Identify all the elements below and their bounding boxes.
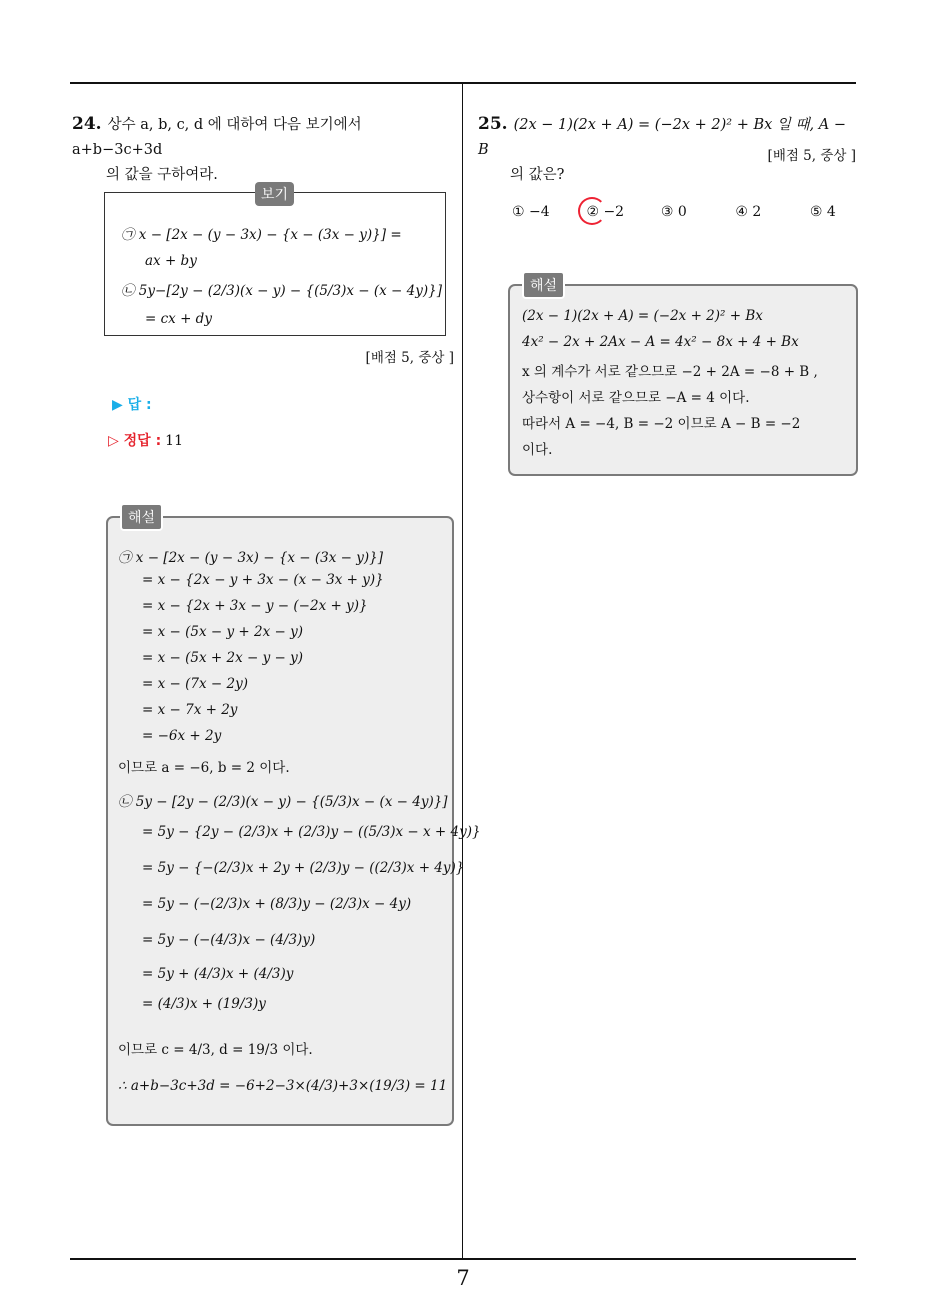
- explanation-line: ㉡ 5y − [2y − (2/3)(x − y) − {(5/3)x − (x − 4y)}]: [118, 794, 448, 810]
- explanation-line: x 의 계수가 서로 같으므로 −2 + 2A = −8 + B ,: [522, 364, 818, 380]
- explanation-line: = 5y − (−(2/3)x + (8/3)y − (2/3)x − 4y): [142, 896, 412, 912]
- explanation-line: ㉠ x − [2x − (y − 3x) − {x − (3x − y)}]: [118, 550, 384, 566]
- explanation-tag: 해설: [120, 503, 163, 531]
- explanation-conclusion: ∴ a+b−3c+3d = −6+2−3×(4/3)+3×(19/3) = 11: [118, 1078, 448, 1094]
- correct-answer-value: 11: [165, 433, 183, 449]
- explanation-line: = x − 7x + 2y: [142, 702, 238, 718]
- choice-3[interactable]: ③ 0: [660, 204, 687, 220]
- correct-answer-label: ▷ 정답 :: [108, 433, 162, 449]
- question-text-line1: 상수 a, b, c, d 에 대하여 다음 보기에서 a+b−3c+3d: [72, 117, 362, 158]
- choice-2[interactable]: ② −2: [586, 204, 625, 220]
- explanation-line: = x − {2x + 3x − y − (−2x + y)}: [142, 598, 368, 614]
- question-24: [72, 112, 481, 1094]
- question-text-line2: 의 값은?: [510, 167, 565, 183]
- explanation-line: 따라서 A = −4, B = −2 이므로 A − B = −2: [522, 416, 801, 432]
- explanation-line: 4x² − 2x + 2Ax − A = 4x² − 8x + 4 + Bx: [522, 334, 799, 350]
- example-tag: 보기: [255, 182, 294, 206]
- choice-1[interactable]: ① −4: [512, 204, 550, 220]
- score-label: [배점 5, 중상 ]: [365, 350, 454, 366]
- example-line-4: = cx + dy: [145, 311, 212, 327]
- explanation-line: (2x − 1)(2x + A) = (−2x + 2)² + Bx: [522, 308, 763, 324]
- explanation-box: [106, 510, 481, 1126]
- question-text-line2: 의 값을 구하여라.: [106, 167, 218, 183]
- explanation-line: = x − {2x − y + 3x − (x − 3x + y)}: [142, 572, 384, 588]
- score-label: [배점 5, 중상 ]: [767, 148, 856, 164]
- bottom-rule: [70, 1258, 856, 1260]
- explanation-line: 상수항이 서로 같으므로 −A = 4 이다.: [522, 390, 750, 406]
- explanation-line: = −6x + 2y: [142, 728, 222, 744]
- example-line-1: ㉠ x − [2x − (y − 3x) − {x − (3x − y)}] =: [121, 227, 402, 243]
- explanation-line: = x − (5x + 2x − y − y): [142, 650, 303, 666]
- explanation-line: 이므로 c = 4/3, d = 19/3 이다.: [118, 1042, 313, 1058]
- answer-label: ▶ 답 :: [112, 397, 152, 413]
- explanation-box: [508, 278, 858, 476]
- column-divider: [462, 84, 463, 1260]
- choice-5[interactable]: ⑤ 4: [809, 204, 836, 220]
- example-line-3: ㉡ 5y−[2y − (2/3)(x − y) − {(5/3)x − (x − 4y)}]: [121, 283, 442, 299]
- explanation-line: = 5y + (4/3)x + (4/3)y: [142, 966, 294, 982]
- explanation-line: = 5y − {−(2/3)x + 2y + (2/3)y − ((2/3)x + 4y)}: [142, 860, 465, 876]
- explanation-line: 이므로 a = −6, b = 2 이다.: [118, 760, 290, 776]
- question-25: [478, 112, 858, 458]
- question-text-line1: (2x − 1)(2x + A) = (−2x + 2)² + Bx 일 때, A − B: [478, 117, 846, 158]
- example-line-2: ax + by: [145, 253, 197, 269]
- top-rule: [70, 82, 856, 84]
- explanation-line: = x − (5x − y + 2x − y): [142, 624, 303, 640]
- explanation-line: 이다.: [522, 442, 553, 458]
- choices-row: [512, 204, 860, 220]
- question-number: 24.: [72, 114, 102, 134]
- answer-circle-mark: [578, 197, 606, 225]
- choice-4[interactable]: ④ 2: [735, 204, 762, 220]
- page-number: 7: [456, 1266, 470, 1290]
- correct-answer: [108, 430, 183, 450]
- explanation-line: = x − (7x − 2y): [142, 676, 248, 692]
- explanation-line: = (4/3)x + (19/3)y: [142, 996, 266, 1012]
- explanation-line: = 5y − (−(4/3)x − (4/3)y): [142, 932, 316, 948]
- explanation-tag: 해설: [522, 271, 565, 299]
- example-box: [104, 187, 446, 336]
- explanation-line: = 5y − {2y − (2/3)x + (2/3)y − ((5/3)x − x + 4y)}: [142, 824, 481, 840]
- question-number: 25.: [478, 114, 508, 134]
